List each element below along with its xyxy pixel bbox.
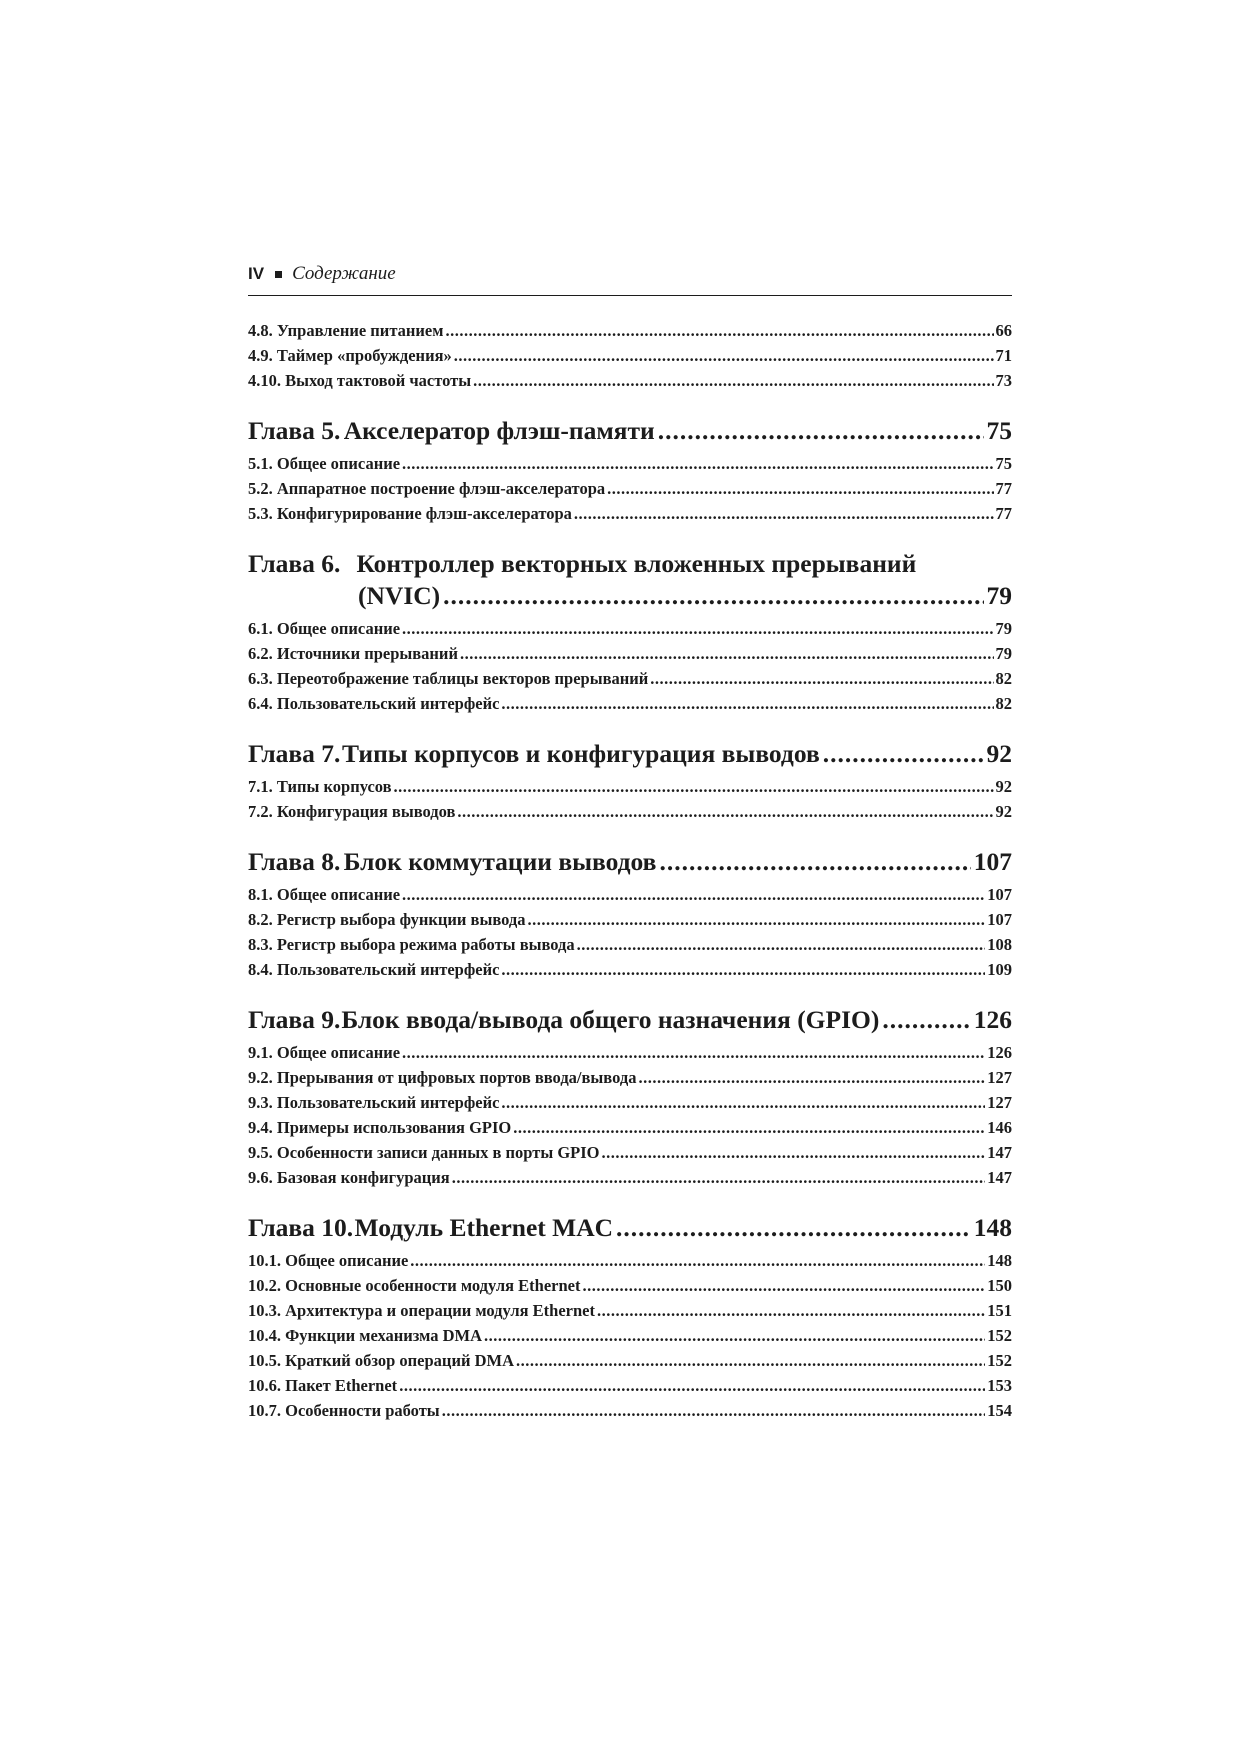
toc-entry-label: 6.4. Пользовательский интерфейс: [248, 694, 500, 713]
toc-entry-page: 147: [987, 1143, 1012, 1162]
toc-entry-label: 4.9. Таймер «пробуждения»: [248, 346, 452, 365]
chapter-prefix: Глава 7.: [248, 739, 341, 768]
leader-dots: [484, 1323, 985, 1348]
toc-entry-page: 148: [987, 1251, 1012, 1270]
leader-dots: [882, 1004, 970, 1036]
chapter-prefix: Глава 10.: [248, 1213, 354, 1242]
toc-entry-page: 152: [987, 1326, 1012, 1345]
toc-entry-page: 151: [987, 1301, 1012, 1320]
leader-dots: [394, 774, 994, 799]
leader-dots: [616, 1212, 971, 1244]
leader-dots: [574, 501, 994, 526]
toc-entry-label: 6.3. Переотображение таблицы векторов прерываний: [248, 669, 649, 688]
toc-entry[interactable]: [248, 476, 1012, 501]
chapter-title-continuation: (NVIC): [358, 581, 441, 610]
toc-entry-page: 107: [987, 910, 1012, 929]
toc-entry[interactable]: [248, 907, 1012, 932]
toc-entry-label: 10.4. Функции механизма DMA: [248, 1326, 483, 1345]
leader-dots: [454, 343, 994, 368]
toc-entry[interactable]: [248, 501, 1012, 526]
toc-entry-label: 10.6. Пакет Ethernet: [248, 1376, 398, 1395]
toc-entry-label: 10.5. Краткий обзор операций DMA: [248, 1351, 514, 1370]
leader-dots: [445, 318, 993, 343]
toc-entry[interactable]: [248, 1115, 1012, 1140]
toc-entry[interactable]: [248, 932, 1012, 957]
leader-dots: [402, 616, 993, 641]
toc-entry[interactable]: [248, 799, 1012, 824]
toc-entry-label: 7.1. Типы корпусов: [248, 777, 392, 796]
toc-entry-page: 82: [995, 694, 1012, 713]
table-of-contents: [248, 318, 1012, 1423]
chapter-page: 148: [973, 1213, 1012, 1242]
toc-entry[interactable]: [248, 641, 1012, 666]
leader-dots: [457, 799, 993, 824]
chapter-heading[interactable]: [248, 846, 1012, 878]
leader-dots: [823, 738, 984, 770]
leader-dots: [528, 907, 986, 932]
toc-entry[interactable]: [248, 1373, 1012, 1398]
toc-entry[interactable]: [248, 1065, 1012, 1090]
toc-entry-page: 92: [995, 777, 1012, 796]
chapter-heading[interactable]: [248, 548, 1012, 612]
leader-dots: [460, 641, 994, 666]
toc-entry-page: 127: [987, 1068, 1012, 1087]
toc-entry[interactable]: [248, 343, 1012, 368]
toc-entry[interactable]: [248, 691, 1012, 716]
toc-entry[interactable]: [248, 451, 1012, 476]
toc-entry-label: 9.5. Особенности записи данных в порты GPIO: [248, 1143, 600, 1162]
chapter-heading[interactable]: [248, 1212, 1012, 1244]
toc-entry[interactable]: [248, 1040, 1012, 1065]
toc-entry[interactable]: [248, 774, 1012, 799]
leader-dots: [516, 1348, 985, 1373]
leader-dots: [402, 882, 985, 907]
chapter-page: 126: [973, 1005, 1012, 1034]
leader-dots: [442, 1398, 986, 1423]
leader-dots: [583, 1273, 986, 1298]
toc-entry-label: 5.1. Общее описание: [248, 454, 401, 473]
toc-entry[interactable]: [248, 1090, 1012, 1115]
toc-entry[interactable]: [248, 1273, 1012, 1298]
toc-entry[interactable]: [248, 1398, 1012, 1423]
toc-entry-label: 10.2. Основные особенности модуля Ethernet: [248, 1276, 581, 1295]
leader-dots: [650, 666, 993, 691]
toc-entry-label: 9.3. Пользовательский интерфейс: [248, 1093, 500, 1112]
toc-entry-page: 77: [995, 479, 1012, 498]
toc-entry-page: 126: [987, 1043, 1012, 1062]
leader-dots: [597, 1298, 985, 1323]
leader-dots: [402, 451, 993, 476]
toc-entry-label: 8.4. Пользовательский интерфейс: [248, 960, 500, 979]
chapter-title: Акселератор флэш-памяти: [343, 416, 655, 445]
toc-entry-page: 79: [995, 644, 1012, 663]
toc-entry-label: 4.10. Выход тактовой частоты: [248, 371, 472, 390]
toc-entry-page: 146: [987, 1118, 1012, 1137]
chapter-title: Модуль Ethernet MAC: [354, 1213, 614, 1242]
toc-entry-label: 9.2. Прерывания от цифровых портов ввода/вывода: [248, 1068, 637, 1087]
toc-entry-page: 109: [987, 960, 1012, 979]
chapter-heading[interactable]: [248, 1004, 1012, 1036]
chapter-page: 75: [986, 416, 1012, 445]
leader-dots: [607, 476, 993, 501]
leader-dots: [402, 1040, 985, 1065]
chapter-title: Типы корпусов и конфигурация выводов: [342, 739, 820, 768]
chapter-page: 79: [986, 581, 1012, 610]
toc-entry-page: 150: [987, 1276, 1012, 1295]
leader-dots: [501, 957, 985, 982]
leader-dots: [638, 1065, 985, 1090]
leader-dots: [501, 1090, 985, 1115]
leader-dots: [658, 415, 984, 447]
toc-entry-page: 79: [995, 619, 1012, 638]
leader-dots: [452, 1165, 986, 1190]
toc-entry-page: 147: [987, 1168, 1012, 1187]
toc-entry[interactable]: [248, 1298, 1012, 1323]
toc-entry-page: 92: [995, 802, 1012, 821]
toc-entry[interactable]: [248, 957, 1012, 982]
chapter-page: 107: [973, 847, 1012, 876]
toc-entry-page: 82: [995, 669, 1012, 688]
toc-entry-label: 5.2. Аппаратное построение флэш-акселератора: [248, 479, 606, 498]
toc-entry[interactable]: [248, 1348, 1012, 1373]
toc-entry-page: 77: [995, 504, 1012, 523]
toc-entry-page: 152: [987, 1351, 1012, 1370]
header-rule: [248, 295, 1012, 296]
running-title: Содержание: [292, 263, 396, 284]
toc-entry[interactable]: [248, 1140, 1012, 1165]
page-number: IV: [248, 264, 265, 283]
chapter-page: 92: [986, 739, 1012, 768]
toc-entry-page: 75: [995, 454, 1012, 473]
toc-entry[interactable]: [248, 666, 1012, 691]
leader-dots: [659, 846, 970, 878]
toc-entry-page: 71: [995, 346, 1012, 365]
toc-entry-label: 7.2. Конфигурация выводов: [248, 802, 456, 821]
toc-entry[interactable]: [248, 1165, 1012, 1190]
toc-entry-label: 10.3. Архитектура и операции модуля Ethernet: [248, 1301, 595, 1320]
toc-entry[interactable]: [248, 368, 1012, 393]
leader-dots: [501, 691, 993, 716]
toc-entry-label: 9.4. Примеры использования GPIO: [248, 1118, 512, 1137]
toc-entry[interactable]: [248, 1323, 1012, 1348]
chapter-heading[interactable]: [248, 738, 1012, 770]
chapter-prefix: Глава 6.: [248, 549, 341, 578]
toc-entry-page: 108: [987, 935, 1012, 954]
leader-dots: [443, 580, 983, 612]
leader-dots: [513, 1115, 985, 1140]
chapter-prefix: Глава 5.: [248, 416, 341, 445]
toc-entry-label: 9.6. Базовая конфигурация: [248, 1168, 450, 1187]
toc-entry-page: 73: [995, 371, 1012, 390]
chapter-prefix: Глава 8.: [248, 847, 341, 876]
toc-entry-label: 5.3. Конфигурирование флэш-акселератора: [248, 504, 572, 523]
toc-entry-label: 4.8. Управление питанием: [248, 321, 444, 340]
toc-entry-label: 10.7. Особенности работы: [248, 1401, 440, 1420]
leader-dots: [410, 1248, 985, 1273]
toc-entry[interactable]: [248, 616, 1012, 641]
toc-entry-page: 153: [987, 1376, 1012, 1395]
toc-entry-label: 10.1. Общее описание: [248, 1251, 409, 1270]
toc-entry-page: 127: [987, 1093, 1012, 1112]
toc-entry-page: 66: [995, 321, 1012, 340]
toc-entry-label: 8.2. Регистр выбора функции вывода: [248, 910, 526, 929]
chapter-prefix: Глава 9.: [248, 1005, 341, 1034]
toc-entry-label: 8.1. Общее описание: [248, 885, 401, 904]
toc-entry-label: 8.3. Регистр выбора режима работы вывода: [248, 935, 575, 954]
chapter-heading[interactable]: [248, 415, 1012, 447]
leader-dots: [473, 368, 993, 393]
square-bullet-icon: [275, 271, 282, 278]
toc-entry-label: 6.1. Общее описание: [248, 619, 401, 638]
toc-entry[interactable]: [248, 1248, 1012, 1273]
leader-dots: [577, 932, 986, 957]
leader-dots: [602, 1140, 986, 1165]
running-head: [248, 263, 1012, 285]
toc-entry[interactable]: [248, 318, 1012, 343]
chapter-title: Блок ввода/вывода общего назначения (GPIO): [341, 1005, 880, 1034]
toc-entry-label: 6.2. Источники прерываний: [248, 644, 458, 663]
leader-dots: [399, 1373, 985, 1398]
toc-entry-label: 9.1. Общее описание: [248, 1043, 401, 1062]
toc-entry-page: 107: [987, 885, 1012, 904]
toc-entry[interactable]: [248, 882, 1012, 907]
toc-entry-page: 154: [987, 1401, 1012, 1420]
chapter-title: Контроллер векторных вложенных прерываний: [356, 549, 917, 578]
chapter-title: Блок коммутации выводов: [343, 847, 657, 876]
